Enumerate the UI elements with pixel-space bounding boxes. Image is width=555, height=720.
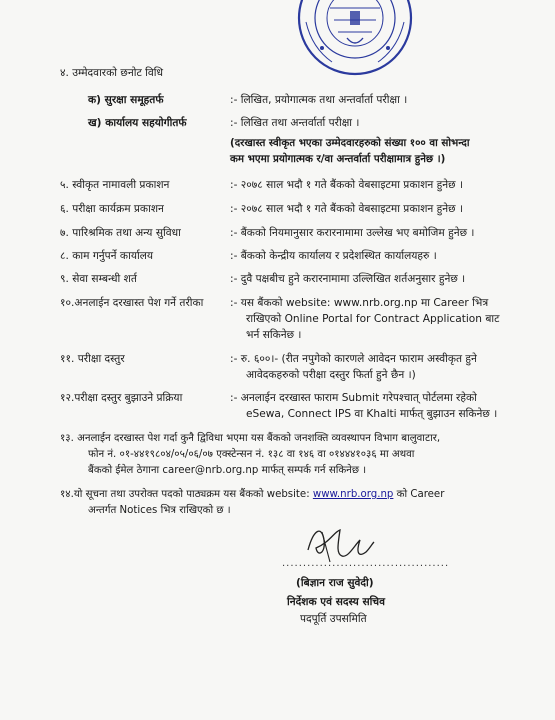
item-7-value: :- बैंकको नियमानुसार करारनामामा उल्लेख भए बमोजिम हुनेछ । <box>230 227 475 239</box>
item-6-value: :- २०७८ साल भदौ १ गते बैंकको वेबसाइटमा प्रकाशन हुनेछ । <box>230 203 463 215</box>
signatory-title: निर्देशक एवं सदस्य सचिव <box>287 596 385 608</box>
item-8-label: ८. काम गर्नुपर्ने कार्यालय <box>60 250 154 262</box>
website-link[interactable]: www.nrb.org.np <box>312 489 394 500</box>
item-5-value: :- २०७८ साल भदौ १ गते बैंकको वेबसाइटमा प्रकाशन हुनेछ । <box>230 179 463 191</box>
item-6-label: ६. परीक्षा कार्यक्रम प्रकाशन <box>60 203 164 215</box>
item-10-line-3: भर्न सकिनेछ । <box>246 329 302 341</box>
item-12-line-1: :- अनलाईन दरखास्त फाराम Submit गरेपश्चात् पोर्टलमा रहेको <box>230 392 477 404</box>
item-10-line-2: राखिएको Online Portal for Contract Application बाट <box>246 313 500 325</box>
item-11-line-2: आवेदकहरुको परीक्षा दस्तुर फिर्ता हुने छैन ।) <box>246 369 416 381</box>
security-group-label: क) सुरक्षा समूहतर्फ <box>88 94 164 106</box>
item-9-label: ९. सेवा सम्बन्धी शर्त <box>60 273 137 285</box>
item-13-line-1: १३. अनलाईन दरखास्त पेश गर्दा कुनै द्विविधा भएमा यस बैंकको जनशक्ति व्यवस्थापन विभाग बालुवाटार, <box>60 433 441 444</box>
item-10-line-1: :- यस बैंकको website: www.nrb.org.np मा Career भित्र <box>230 297 489 309</box>
item-10-label: १०.अनलाईन दरखास्त पेश गर्ने तरीका <box>60 297 204 309</box>
item-8-value: :- बैंकको केन्द्रीय कार्यालय र प्रदेशस्थित कार्यालयहरु । <box>230 250 437 262</box>
item-14-line-2: अन्तर्गत Notices भित्र राखिएको छ । <box>88 505 231 516</box>
item-14-text: १४.यो सूचना तथा उपरोक्त पदको पाठ्यक्रम यस बैंकको website: <box>60 489 313 500</box>
section4-heading: ४. उम्मेदवारको छनोट विधि <box>60 67 164 79</box>
security-group-value: :- लिखित, प्रयोगात्मक तथा अन्तर्वार्ता परीक्षा । <box>230 94 408 106</box>
item-11-line-1: :- रु. ६००।- (रीत नपुगेको कारणले आवेदन फाराम अस्वीकृत हुने <box>230 353 477 365</box>
item-12-line-2: eSewa, Connect IPS वा Khalti मार्फत् बुझाउन सकिनेछ । <box>246 408 498 420</box>
committee-name: पदपूर्ति उपसमिति <box>300 613 367 625</box>
note-line-1: (दरखास्त स्वीकृत भएका उम्मेदवारहरुको संख्या १०० वा सोभन्दा <box>230 137 470 149</box>
item-7-label: ७. पारिश्रमिक तथा अन्य सुविधा <box>60 227 181 239</box>
item-5-label: ५. स्वीकृत नामावली प्रकाशन <box>60 179 170 191</box>
signatory-name: (बिज्ञान राज सुवेदी) <box>296 577 374 589</box>
item-11-label: ११. परीक्षा दस्तुर <box>60 353 125 365</box>
office-assistant-label: ख) कार्यालय सहयोगीतर्फ <box>88 117 187 129</box>
signature-line: ........................................ <box>282 558 450 569</box>
note-line-2: कम भएमा प्रयोगात्मक र/वा अन्तर्वार्ता परीक्षामात्र हुनेछ ।) <box>230 153 446 165</box>
item-14-line-1 <box>60 487 444 502</box>
bank-seal <box>292 0 418 78</box>
item-13-line-2: फोन नं. ०१-४४१९८०४/०५/०६/०७ एक्स्टेन्सन नं. १३८ वा १४६ वा ०१४४४१०३६ मा अथवा <box>88 449 415 460</box>
item-13-line-3: बैंकको ईमेल ठेगाना career@nrb.org.np मार्फत् सम्पर्क गर्न सकिनेछ । <box>88 465 367 476</box>
item-9-value: :- दुवै पक्षबीच हुने करारनामामा उल्लिखित शर्तअनुसार हुनेछ । <box>230 273 466 285</box>
item-12-label: १२.परीक्षा दस्तुर बुझाउने प्रक्रिया <box>60 392 183 404</box>
office-assistant-value: :- लिखित तथा अन्तर्वार्ता परीक्षा । <box>230 117 360 129</box>
item-14-text-end: को Career <box>393 489 445 500</box>
